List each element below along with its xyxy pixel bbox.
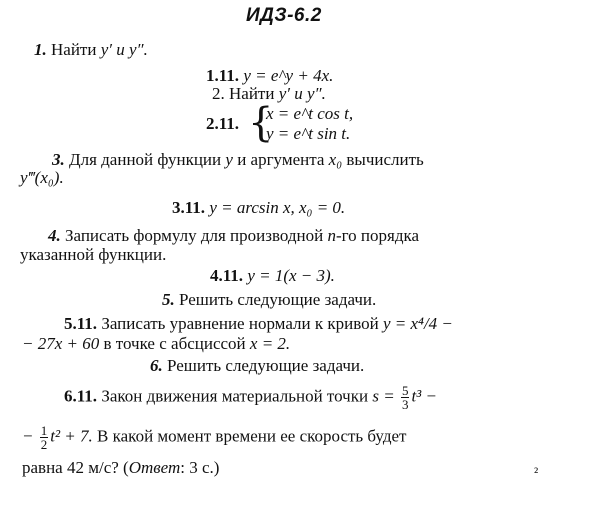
item-4-11-number: 4.11. — [210, 266, 244, 285]
task-6-text: Решить следующие задачи. — [162, 356, 365, 375]
item-5-11-text-1: Записать уравнение нормали к кривой — [97, 314, 383, 333]
item-5-11-expr-1: y = x⁴/4 − — [382, 314, 453, 333]
item-5-11-text-2: в точке с абсциссой — [99, 334, 250, 353]
task-3-line-2: y‴(x₀). — [20, 168, 64, 187]
system-brace: { — [248, 100, 274, 146]
stray-mark: ² — [534, 466, 539, 481]
item-6-11-line-1 — [64, 384, 437, 411]
task-5 — [162, 290, 376, 310]
task-3-line-1 — [52, 150, 424, 170]
task-1 — [34, 40, 148, 60]
task-3-text-2: и аргумента — [232, 150, 329, 169]
task-2-text: 2. Найти — [212, 84, 279, 103]
item-2-11-number: 2.11. — [206, 114, 240, 133]
fraction-numerator: 5 — [401, 383, 409, 398]
fraction-five-thirds — [401, 384, 410, 411]
item-6-11-expr-2a: − — [22, 426, 38, 446]
item-6-11-expr-1a: s = — [372, 386, 399, 406]
task-3-y: y — [225, 150, 233, 169]
fraction-numerator: 1 — [40, 423, 48, 438]
fraction-denominator: 3 — [401, 397, 409, 412]
task-5-text: Решить следующие задачи. — [174, 290, 377, 309]
task-1-number: 1. — [34, 40, 47, 59]
task-4-n: n — [327, 226, 336, 245]
page-title: ИДЗ-6.2 — [246, 5, 322, 26]
item-6-11-text-1: Закон движения материальной точки — [97, 386, 373, 406]
item-1-11-expr: y = e^y + 4x. — [243, 66, 334, 85]
task-5-number: 5. — [162, 290, 175, 309]
item-1-11 — [206, 66, 333, 86]
task-4-text-2: -го порядка — [335, 226, 420, 245]
item-3-11-expr: y = arcsin x, x₀ = 0. — [209, 198, 346, 217]
item-2-11-line-1: x = e^t cos t, — [266, 104, 354, 123]
item-5-11-number: 5.11. — [64, 314, 98, 333]
answer-label: Ответ — [128, 458, 181, 477]
item-6-11-number: 6.11. — [64, 386, 98, 406]
fraction-one-half — [40, 424, 49, 451]
task-1-expr: y′ и y″. — [100, 40, 148, 59]
task-3-number: 3. — [52, 150, 65, 169]
item-5-11-line-2 — [22, 334, 290, 354]
task-4-number: 4. — [48, 226, 61, 245]
item-3-11-number: 3.11. — [172, 198, 206, 217]
task-6-number: 6. — [150, 356, 163, 375]
item-4-11-expr: y = 1(x − 3). — [247, 266, 335, 285]
task-3-text-1: Для данной функции — [64, 150, 226, 169]
item-4-11 — [210, 266, 335, 286]
task-3-x0: x₀ — [328, 150, 343, 169]
item-6-11-line-3 — [22, 458, 219, 478]
item-1-11-number: 1.11. — [206, 66, 240, 85]
item-6-11-expr-2b: t² + 7. — [50, 426, 93, 446]
item-5-11-expr-3: x = 2. — [249, 334, 291, 353]
task-4-line-1 — [48, 226, 419, 246]
item-6-11-expr-1b: t³ − — [411, 386, 437, 406]
item-3-11 — [172, 198, 345, 218]
item-6-11-line-2 — [22, 424, 406, 451]
item-6-11-text-3b: : 3 с.) — [180, 458, 220, 477]
item-6-11-text-3a: равна 42 м/с? ( — [22, 458, 129, 477]
task-4-line-2: указанной функции. — [20, 245, 167, 264]
item-5-11-line-1 — [64, 314, 453, 334]
item-5-11-expr-2: − 27x + 60 — [22, 334, 100, 353]
task-6 — [150, 356, 364, 376]
item-6-11-text-2: В какой момент времени ее скорость будет — [92, 426, 407, 446]
item-2-11-line-2: y = e^t sin t. — [266, 124, 351, 143]
task-1-text: Найти — [46, 40, 101, 59]
task-2-expr: y′ и y″. — [278, 84, 326, 103]
task-4-text-1: Записать формулу для производной — [60, 226, 328, 245]
task-3-text-3: вычислить — [342, 150, 424, 169]
fraction-denominator: 2 — [40, 437, 48, 452]
